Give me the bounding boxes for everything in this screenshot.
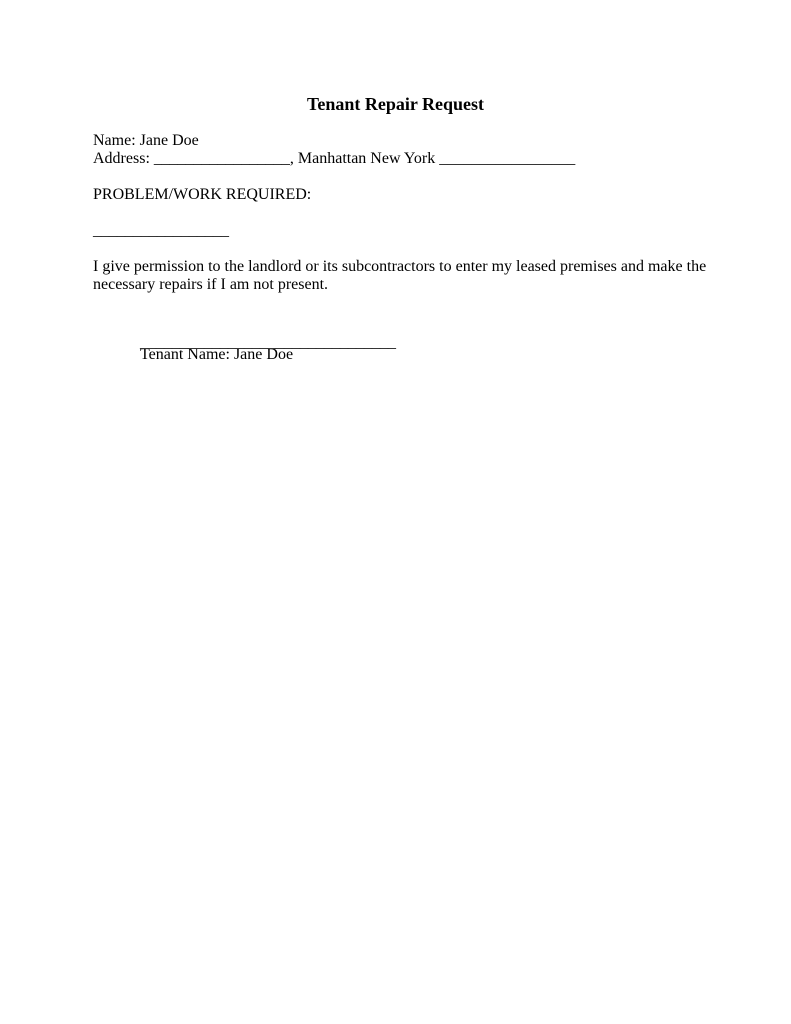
permission-text-line: I give permission to the landlord or its subcontractors to enter my leased premises and make the [93,258,707,275]
problem-work-blank: _________________ [93,222,229,239]
document-title: Tenant Repair Request [306,94,485,114]
permission-text-line: necessary repairs if I am not present. [93,276,329,293]
tenant-name-field: Name: Jane Doe [93,132,199,149]
signature-line: ________________________________ [140,334,396,351]
address-field: Address: _________________, Manhattan New York _________________ [93,150,576,167]
permission-statement [93,258,707,294]
problem-work-label: PROBLEM/WORK REQUIRED: [93,186,312,203]
tenant-name-signature-label: Tenant Name: Jane Doe [140,346,294,363]
